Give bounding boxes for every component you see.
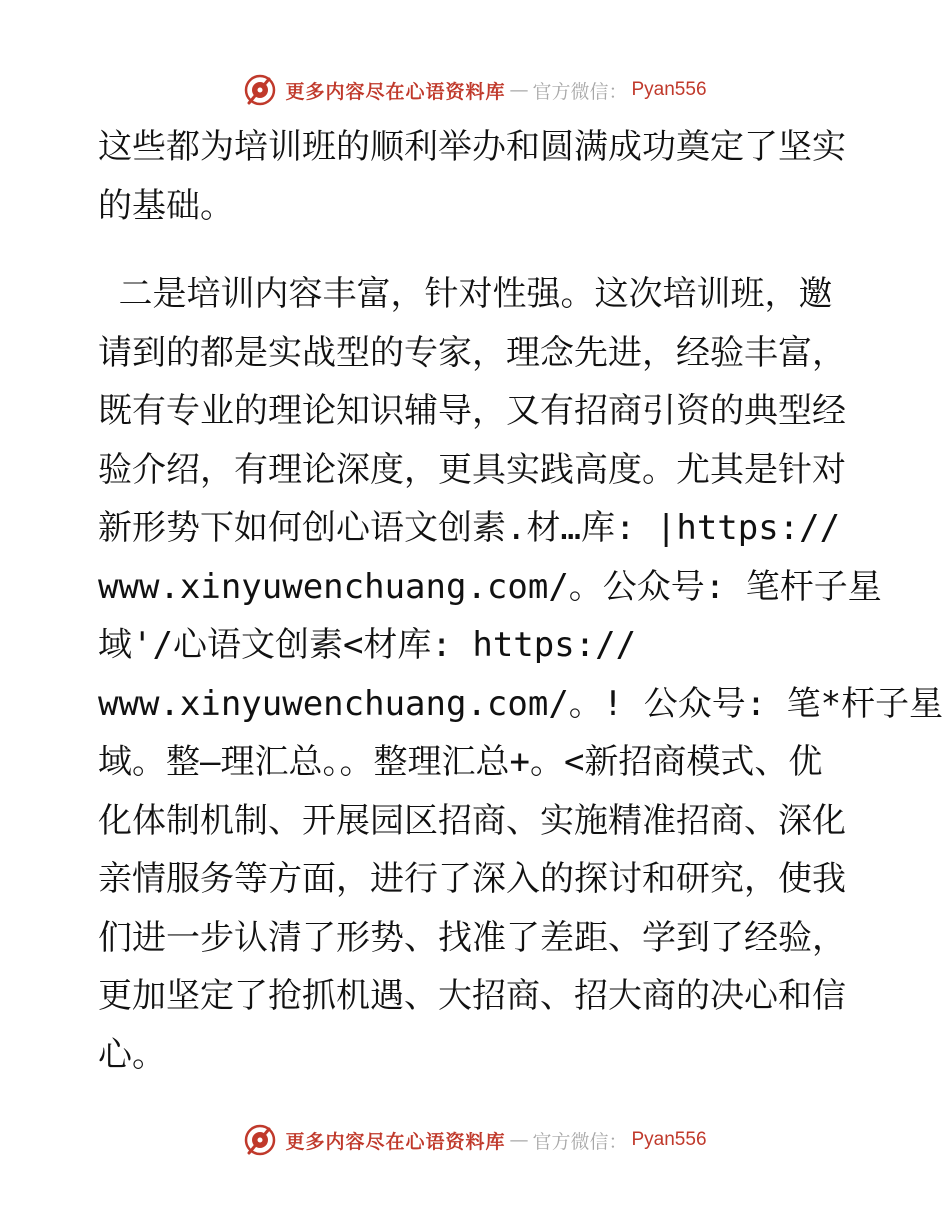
- text-line: 心。: [98, 1034, 166, 1075]
- banner-account: Pyan556: [631, 1129, 707, 1150]
- document-body: [98, 118, 944, 1084]
- text-line: 这些都为培训班的顺利举办和圆满成功奠定了坚实: [98, 127, 846, 167]
- banner-separator: —: [509, 79, 529, 101]
- text-line: 更加坚定了抢抓机遇、大招商、招大商的决心和信: [98, 976, 846, 1016]
- text-line: 的基础。: [98, 185, 234, 226]
- text-line: www.xinyuwenchuang.com/。公众号: 笔杆子星: [98, 566, 882, 607]
- banner-official-label: 官方微信：: [532, 80, 628, 103]
- text-line: 新形势下如何创心语文创素.材…库: |https://: [98, 508, 841, 548]
- banner-separator: —: [509, 1129, 529, 1151]
- paragraph-2: [98, 265, 944, 1084]
- banner-site-text: 更多内容尽在心语资料库: [285, 1130, 506, 1153]
- header-banner: [0, 70, 950, 110]
- text-line: 域'/心语文创素<材库: https://: [98, 625, 637, 665]
- banner-official-label: 官方微信：: [532, 1130, 628, 1153]
- pen-logo-icon: [243, 1123, 277, 1157]
- text-line: 亲情服务等方面，进行了深入的探讨和研究，使我: [98, 859, 846, 899]
- text-line: www.xinyuwenchuang.com/。! 公众号: 笔*杆子星: [98, 683, 944, 724]
- text-line: 域。整—理汇总。。整理汇总+。<新招商模式、优: [98, 742, 823, 782]
- text-line: 们进一步认清了形势、找准了差距、学到了经验，: [98, 917, 846, 958]
- banner-account: Pyan556: [631, 79, 707, 100]
- pen-logo-icon: [243, 73, 277, 107]
- paragraph-1: [98, 118, 858, 235]
- paragraph-gap: [98, 235, 858, 265]
- text-line: 二是培训内容丰富，针对性强。这次培训班，邀: [98, 274, 833, 314]
- banner-site-text: 更多内容尽在心语资料库: [285, 80, 506, 103]
- footer-banner: [0, 1120, 950, 1160]
- text-line: 验介绍，有理论深度，更具实践高度。尤其是针对: [98, 449, 846, 490]
- text-line: 化体制机制、开展园区招商、实施精准招商、深化: [98, 800, 846, 841]
- text-line: 既有专业的理论知识辅导，又有招商引资的典型经: [98, 391, 846, 431]
- text-line: 请到的都是实战型的专家，理念先进，经验丰富，: [98, 332, 846, 373]
